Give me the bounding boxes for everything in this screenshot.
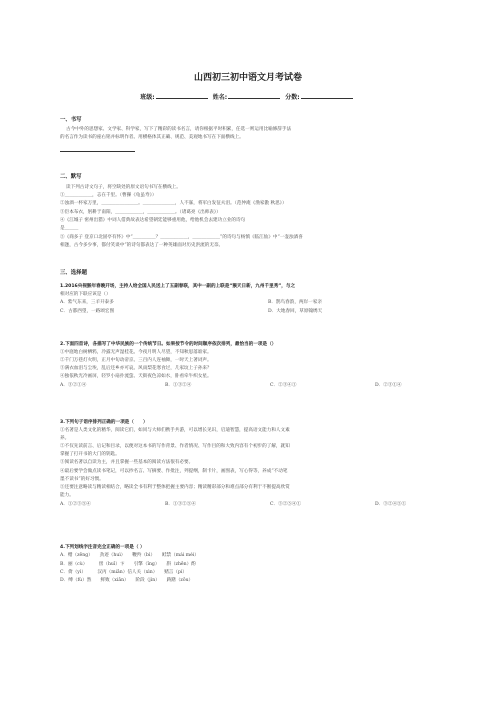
question-3-stem: 3.下列句子语序排列正确的一项是（ ） (60, 420, 148, 425)
question-2-line-3: ③满衣血泪与尘埃，乱后还乡亦可哀。风雨梨花寒食过，几家坟上子孙来？ (60, 366, 212, 371)
score-blank[interactable] (301, 92, 353, 99)
question-2-line-4: ④独依秋光冷画屏，轻罗小扇扑流萤。天街夜色凉如水，卧看牵牛织女星。 (60, 374, 212, 379)
name-blank[interactable] (228, 92, 280, 99)
question-3-line-2: 养。 (60, 436, 70, 441)
question-4-option-a[interactable]: A．赠（zēng） 劲迹（huì） 鞭羚（bì） 鲑禁（mái méi） (60, 553, 199, 558)
question-4-option-b[interactable]: B．丽（cù） 傍（huī）卞 引擎（ǐng） 斟（zhēn）酌 (60, 562, 196, 567)
question-3-line-3: ②不仅先读前言、后记和目录，以便对这本书的写作背景、作者情况、写作目的和大致内容有个初步的了解，就知 (60, 444, 290, 449)
page-title: 山西初三初中语文月考试卷 (193, 73, 302, 83)
section-heading-writing: 一、书写 (60, 117, 82, 123)
question-4-option-d[interactable]: D．缚（fù）然 鲜败（xiān） 阶段（jìn） 踌躇（zōu） (60, 578, 194, 583)
question-1-option-c[interactable]: C．古都西望，一路颂宏图 (60, 309, 115, 314)
class-blank[interactable] (156, 92, 208, 99)
question-2-line-2: ②千门万巷灯火明，正月中旬动帝京。三百内人连袖舞，一时天上著词声。 (60, 358, 212, 363)
question-4-stem: 4.下列划线字注音完全正确的一项是（ ） (60, 545, 145, 550)
question-3-line-1: ①名著是人类文化的精华，阅读它们，如同与大师们携手共游，可以增长见识，启迪智慧，提高语文能力和人文素 (60, 428, 290, 433)
question-3-option-c[interactable]: C．③②⑤④① (270, 502, 302, 507)
dictation-item-2: ②浊酒一杯家万里，＿＿＿＿＿＿＿＿。＿＿＿＿＿＿＿，人不寐，将军白发征夫泪。（范仲淹《渔家傲 秋思》） (60, 201, 287, 206)
dictation-item-5-cont: 相逢，古今多少事，都付笑谈中”的诗句都表达了一种英雄面对历史洪流的无奈。 (60, 243, 224, 248)
question-2-stem: 2.下面四首诗，各描写了中华民族的一个传统节日。如果按节令的时间顺序依次排列，最恰当的一项是（） (60, 342, 277, 347)
question-1-option-d[interactable]: D．大地春回，草原翰绣天 (268, 309, 323, 314)
question-2-option-d[interactable]: D．②③①④ (375, 383, 402, 388)
name-label: 姓名: (212, 94, 228, 101)
question-1-option-b[interactable]: B．鹊鸟春韵，两岸一家亲 (268, 300, 322, 305)
question-1-option-a[interactable]: A．紫气东来，三羊开泰多 (60, 300, 114, 305)
question-2-option-a[interactable]: A．③②①④ (60, 383, 87, 388)
writing-instruction-line-1: 古今中外的思想家、文学家、科学家，写下了精彩的读书名言，请你根据平时积累，任选一则运用比喻修辞手法 (66, 127, 292, 132)
class-label: 班级: (140, 94, 155, 101)
dictation-item-3: ③臣本布衣，躬耕于南阳，＿＿＿＿＿＿，＿＿＿＿＿＿。（诸葛亮《出师表》） (60, 210, 221, 215)
question-4-option-c[interactable]: C．倚（yì） 汉丙（miǎn）信人关（xìn） 赌言（pí） (60, 570, 187, 575)
writing-answer-line[interactable] (60, 151, 135, 152)
dictation-item-1: ①＿＿＿＿＿＿，志在千里。（曹操《龟虽寿》） (60, 193, 157, 198)
question-1-stem: 1.2016央视猴年春晚开场，主持人给全国人民送上了五副春联，其中一副的上联是“猴天日新，九州千里秀”，与之 (60, 284, 296, 289)
question-2-option-b[interactable]: B．①③②④ (165, 383, 192, 388)
question-3-option-d[interactable]: D．③②④⑤① (375, 502, 407, 507)
section-heading-dictation: 二、默写 (60, 174, 82, 180)
question-2-option-c[interactable]: C．②③④① (270, 383, 297, 388)
dictation-intro: 读下列古诗文句子，将空缺处的原文语句书写在横线上。 (66, 185, 181, 190)
student-info-line (0, 92, 496, 101)
question-1-stem-cont: 相对应的下联应该是（） (60, 292, 111, 297)
dictation-item-4: ④《江城子 密州出猎》中词人借典故表达希望朝廷能够重用他，给他机会去建功立业的诗句 (60, 218, 246, 223)
question-3-option-b[interactable]: B．①③②⑤④ (165, 502, 196, 507)
question-3-line-8: ⑤还要注意略读与精读相结合，略读全书有利于整体把握主要内容；精读精彩部分和难点部分有利于不断提高欣赏 (60, 485, 290, 490)
dictation-item-4-answer: 是＿＿＿ (60, 226, 79, 231)
dictation-item-5: ⑤《商多子 登京口北固亭有怀》中“＿＿＿＿＿？＿＿＿＿＿＿，＿＿＿＿＿＿”的诗句与杨慎《临江仙》中“一壶浊酒喜 (60, 235, 303, 240)
section-heading-choice: 三、选择题 (60, 270, 87, 276)
writing-instruction-line-2: 的名言作为读书的座右铭并标明作者。用横格体其正确、规范、美观地书写在下面横线上。 (60, 135, 244, 140)
question-2-line-1: ①中庭地白树栖鸦，冷露无声湿桂花。今夜月明人尽望，不知秋思落谁家。 (60, 350, 212, 355)
question-3-line-7: 墨不读书”的好习惯。 (60, 477, 104, 482)
question-3-option-a[interactable]: A．①②③⑤④ (60, 502, 91, 507)
question-3-line-6: ④最后要学会做点读书笔记，可以抄名言、写摘要、作批注，列提纲，制卡片，画图表，写心得等，养成“不动笔 (60, 469, 288, 474)
score-label: 分数: (285, 94, 300, 101)
question-3-line-4: 掌握了打开书的大门的钥匙。 (60, 452, 120, 457)
question-3-line-9: 能力。 (60, 493, 74, 498)
question-3-line-5: ③阅读名著以自读为主，并且掌握一些基本的阅读方法很有必要。 (60, 460, 194, 465)
